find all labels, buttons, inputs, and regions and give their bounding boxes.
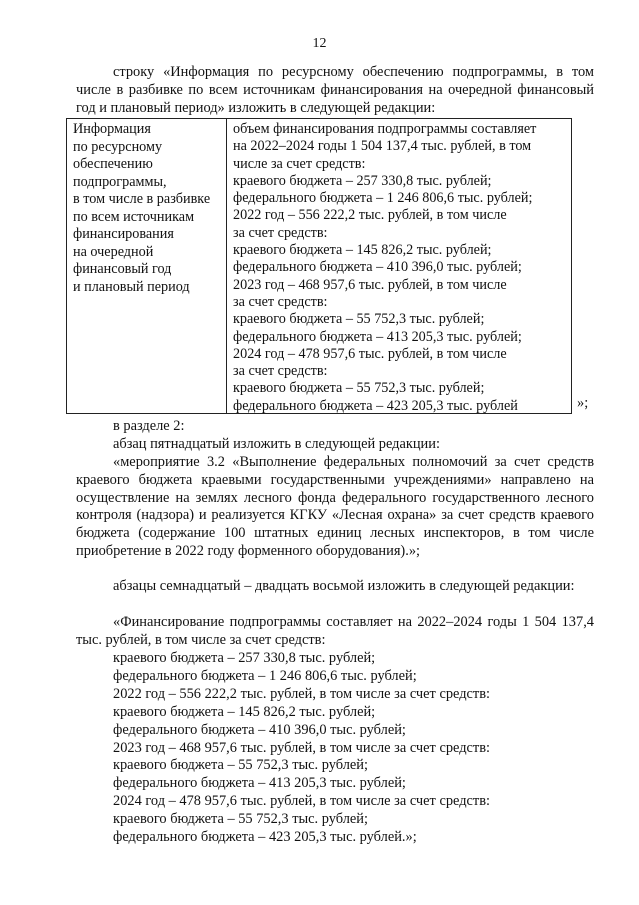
financing-line: краевого бюджета – 257 330,8 тыс. рублей; (113, 650, 376, 666)
financing-line: федерального бюджета – 1 246 806,6 тыс. рублей; (113, 667, 417, 684)
table-right-line: за счет средств: (233, 224, 328, 241)
financing-line: федерального бюджета – 410 396,0 тыс. рублей; (113, 721, 406, 738)
table-right-line: на 2022–2024 годы 1 504 137,4 тыс. рублей, в том (233, 138, 532, 155)
table-right-line: краевого бюджета – 55 752,3 тыс. рублей; (233, 311, 485, 328)
financing-line: 2023 год – 468 957,6 тыс. рублей, в том числе за счет средств: (113, 739, 491, 756)
table-right-line: за счет средств: (233, 293, 328, 310)
table-left-line: финансовый год (73, 261, 172, 277)
measure-paragraph: «мероприятие 3.2 «Выполнение федеральных полномочий за счет средств краевого бюджета краевыми государственными учреждениями» направлено на осуществление на землях лесного фонда федерального государственного лесного контроля (надзора) и реализуется КГКУ «Лесная охрана» за счет средств краевого бюджета (содержание 100 штатных единиц лесных инспекторов, в том числе приобретение в 2022 году форменного оборудования).»; (76, 454, 594, 559)
resource-table (66, 118, 572, 414)
financing-line: 2024 год – 478 957,6 тыс. рублей, в том числе за счет средств: (113, 793, 491, 810)
table-left-line: на очередной (73, 243, 154, 260)
page-number: 12 (312, 36, 327, 51)
table-right-line: краевого бюджета – 145 826,2 тыс. рублей; (233, 242, 492, 259)
table-right-line: краевого бюджета – 257 330,8 тыс. рублей; (233, 172, 492, 189)
table-left-line: Информация (73, 121, 151, 137)
table-right-line: федерального бюджета – 410 396,0 тыс. рублей; (233, 259, 522, 276)
table-left-cell (73, 121, 223, 296)
paragraphs-instruction: абзацы семнадцатый – двадцать восьмой изложить в следующей редакции: (113, 578, 575, 594)
table-divider (226, 119, 227, 413)
table-right-cell (233, 121, 569, 415)
table-right-line: федерального бюджета – 413 205,3 тыс. рублей; (233, 328, 522, 345)
table-right-line: за счет средств: (233, 363, 328, 380)
table-right-line: федерального бюджета – 1 246 806,6 тыс. рублей; (233, 190, 533, 207)
table-right-line: числе за счет средств: (233, 155, 366, 172)
intro-paragraph: строку «Информация по ресурсному обеспечению подпрограммы, в том числе в разбивке по всем источникам финансирования на очередной финансовый год и плановый период» изложить в следующей редакции: (76, 64, 594, 116)
financing-line: краевого бюджета – 55 752,3 тыс. рублей; (113, 757, 368, 774)
table-closing-quote: »; (577, 395, 589, 411)
financing-line: краевого бюджета – 145 826,2 тыс. рублей; (113, 703, 376, 720)
table-left-line: обеспечению (73, 156, 153, 172)
table-left-line: в том числе в разбивке (73, 191, 211, 207)
table-left-line: финансирования (73, 226, 174, 242)
table-right-line: краевого бюджета – 55 752,3 тыс. рублей; (233, 380, 485, 397)
table-left-line: по ресурсному (73, 138, 163, 155)
table-right-line: объем финансирования подпрограммы составляет (233, 121, 537, 137)
table-left-line: и плановый период (73, 278, 190, 295)
financing-line: федерального бюджета – 423 205,3 тыс. рублей.»; (113, 829, 417, 845)
table-right-line: 2023 год – 468 957,6 тыс. рублей, в том числе (233, 276, 507, 293)
financing-line: краевого бюджета – 55 752,3 тыс. рублей; (113, 811, 368, 828)
table-right-line: федерального бюджета – 423 205,3 тыс. рублей (233, 397, 518, 414)
table-right-line: 2022 год – 556 222,2 тыс. рублей, в том числе (233, 207, 507, 224)
financing-paragraph: «Финансирование подпрограммы составляет на 2022–2024 годы 1 504 137,4 тыс. рублей, в том числе за счет средств: (76, 614, 594, 648)
section-heading: в разделе 2: (113, 418, 185, 434)
table-right-line: 2024 год – 478 957,6 тыс. рублей, в том числе (233, 345, 507, 362)
paragraph15-instruction: абзац пятнадцатый изложить в следующей редакции: (113, 436, 440, 452)
table-left-line: по всем источникам (73, 208, 195, 225)
table-left-line: подпрограммы, (73, 173, 167, 190)
financing-line: 2022 год – 556 222,2 тыс. рублей, в том числе за счет средств: (113, 685, 491, 702)
financing-line: федерального бюджета – 413 205,3 тыс. рублей; (113, 775, 406, 792)
